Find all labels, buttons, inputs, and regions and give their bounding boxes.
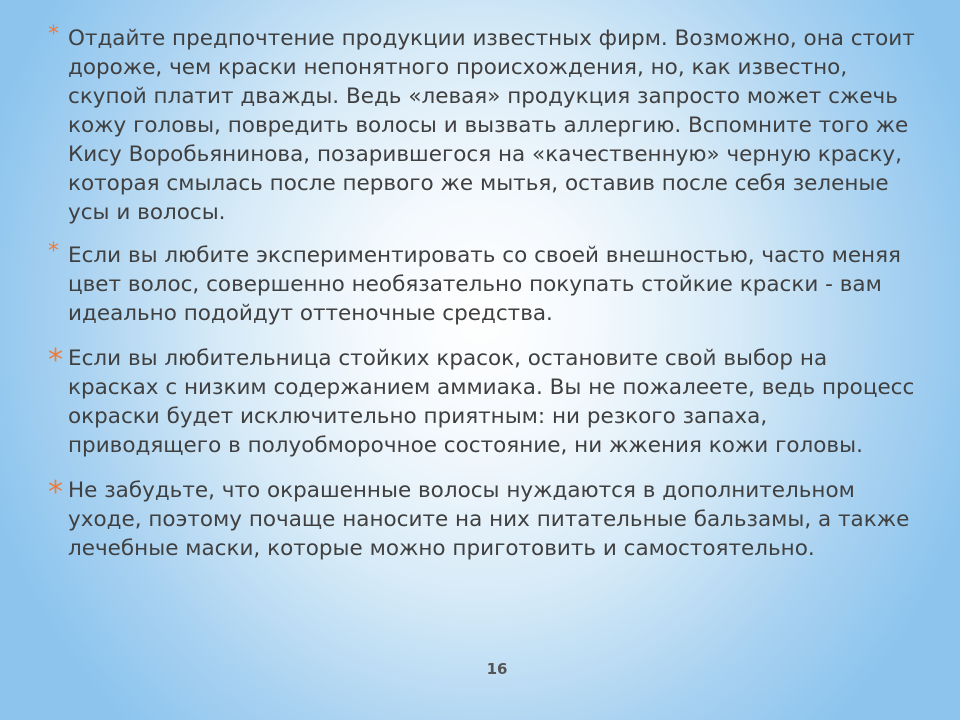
asterisk-bullet-icon: * <box>48 343 63 378</box>
bullet-item-brands <box>48 24 918 227</box>
bullet-text: Если вы любите экспериментировать со своей внешностью, часто меняя цвет волос, совершенно необязательно покупать стойкие краски - вам идеально подойдут оттеночные средства. <box>68 243 901 326</box>
bullet-item-care <box>48 476 918 563</box>
page-number: 16 <box>486 660 508 678</box>
bullet-list <box>48 24 918 577</box>
bullet-text: Не забудьте, что окрашенные волосы нуждаются в дополнительном уходе, поэтому почаще наносите на них питательные бальзамы, а также лечебные маски, которые можно приготовить и самостоятельно. <box>68 478 910 561</box>
bullet-text: Отдайте предпочтение продукции известных фирм. Возможно, она стоит дороже, чем краски непонятного происхождения, но, как известно, скупой платит дважды. Ведь «левая» продукция запросто может сжечь кожу головы, повредить волосы и вызвать аллергию. Вспомните того же Кису Воробьянинова, позарившегося на «качественную» черную краску, которая смылась после первого же мытья, оставив после себя зеленые усы и волосы. <box>68 26 915 225</box>
bullet-text: Если вы любительница стойких красок, остановите свой выбор на красках с низким содержанием аммиака. Вы не пожалеете, ведь процесс окраски будет исключительно приятным: ни резкого запаха, приводящего в полуобморочное состояние, ни жжения кожи головы. <box>68 346 915 458</box>
bullet-item-ammonia <box>48 344 918 460</box>
asterisk-bullet-icon: * <box>48 239 59 264</box>
bullet-item-experiment <box>48 241 918 328</box>
asterisk-bullet-icon: * <box>48 22 59 47</box>
asterisk-bullet-icon: * <box>48 475 63 510</box>
